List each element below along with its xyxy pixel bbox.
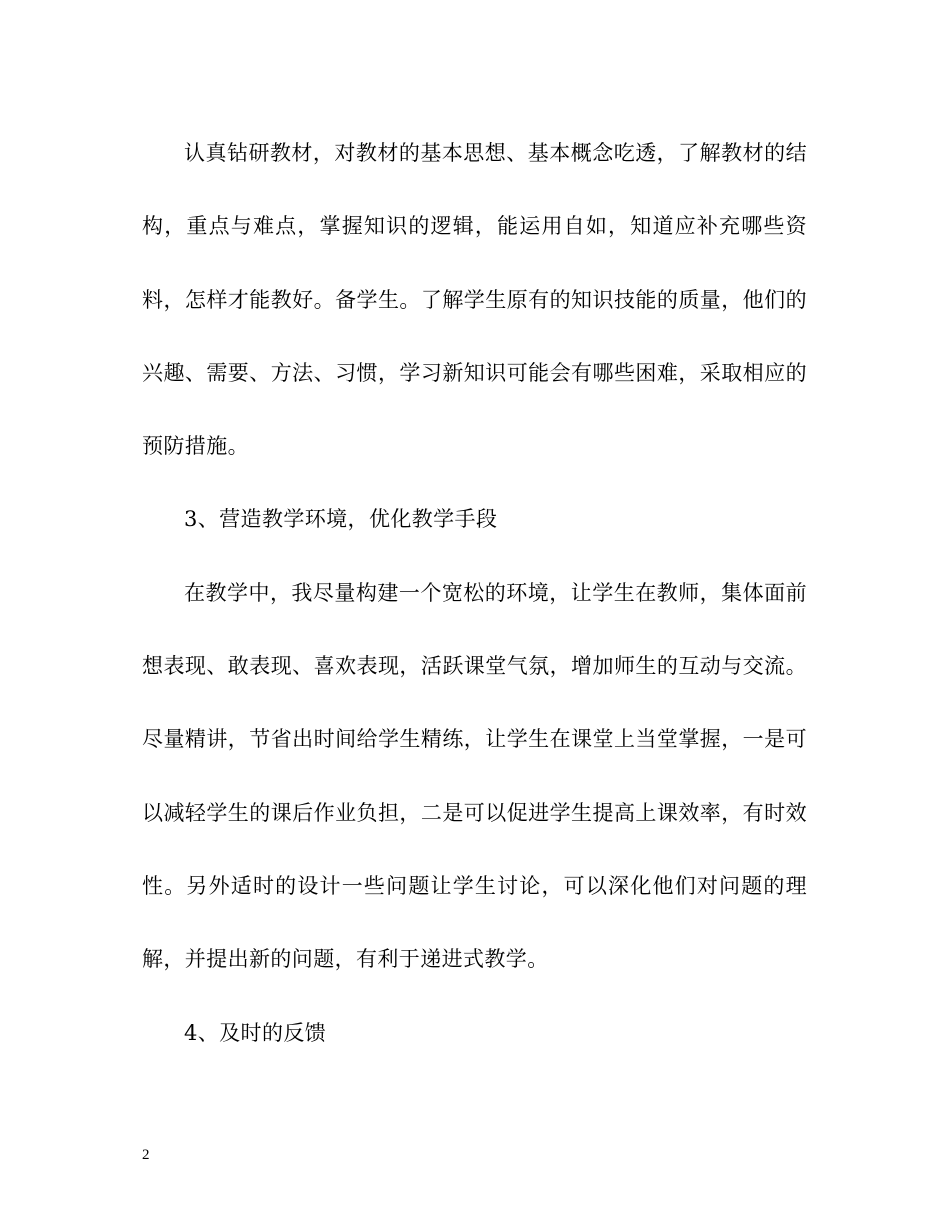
section-heading-teaching-environment: 3、营造教学环境，优化教学手段: [184, 507, 498, 532]
paragraph-teaching-environment: 在教学中，我尽量构建一个宽松的环境，让学生在教师，集体面前想表现、敢表现、喜欢表现，活跃课堂气氛，增加师生的互动与交流。尽量精讲，节省出时间给学生精练，让学生在课堂上当堂掌握，一是可以减轻学生的课后作业负担，二是可以促进学生提高上课效率，有时效性。另外适时的设计一些问题让学生讨论，可以深化他们对问题的理解，并提出新的问题，有利于递进式教学。: [142, 580, 807, 972]
paragraph-lesson-preparation: 认真钻研教材，对教材的基本思想、基本概念吃透，了解教材的结构，重点与难点，掌握知识的逻辑，能运用自如，知道应补充哪些资料，怎样才能教好。备学生。了解学生原有的知识技能的质量，他们的兴趣、需要、方法、习惯，学习新知识可能会有哪些困难，采取相应的预防措施。: [142, 141, 807, 459]
document-body: [142, 117, 807, 1070]
section-heading-timely-feedback: 4、及时的反馈: [184, 1020, 327, 1045]
page-number: 2: [142, 1147, 150, 1163]
